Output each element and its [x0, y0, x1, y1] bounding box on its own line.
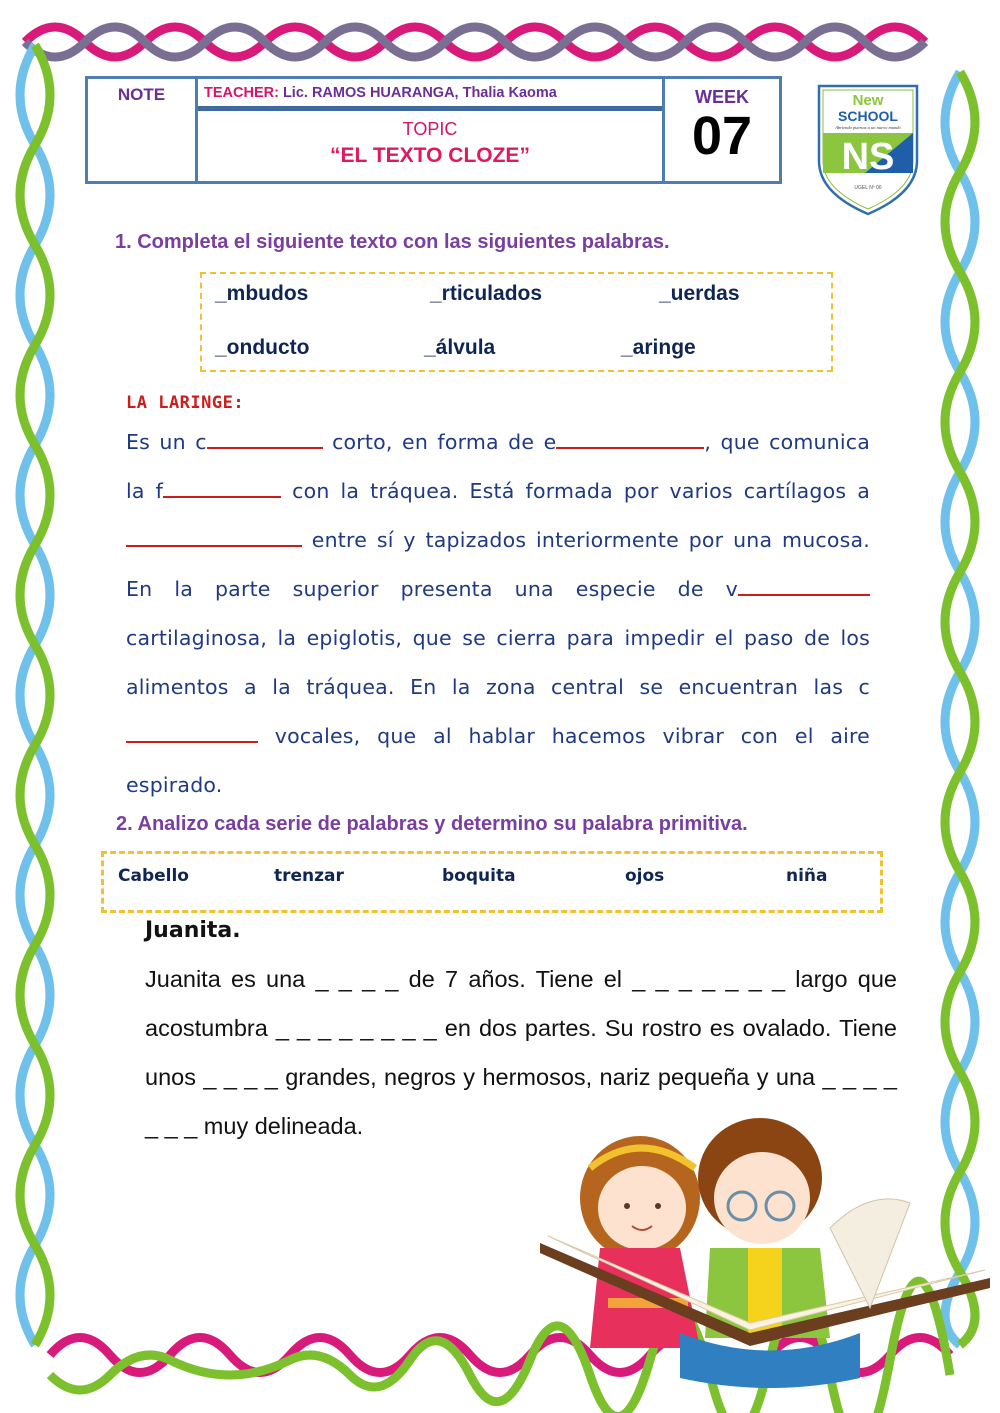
- teacher-name: Lic. RAMOS HUARANGA, Thalia Kaoma: [278, 85, 557, 101]
- word-bank-item: boquita: [442, 866, 516, 886]
- blank-embudo[interactable]: [556, 431, 704, 449]
- passage-text: Es un c: [126, 430, 207, 454]
- question-2-title: 2. Analizo cada serie de palabras y determino su palabra primitiva.: [116, 813, 748, 835]
- word-bank-item: _uerdas: [659, 282, 740, 305]
- note-label: NOTE: [117, 85, 166, 104]
- children-reading-illustration: [530, 1108, 1000, 1408]
- teacher-label: TEACHER:: [204, 85, 279, 101]
- word-bank-item: _aringe: [621, 336, 696, 359]
- passage-text: , que comunica la f: [126, 430, 871, 503]
- passage-text: cartilaginosa, la epiglotis, que se cierra para impedir el paso de los alimentos a la tráquea. En la zona central se encuentran las c: [126, 626, 870, 699]
- word-bank-item: ojos: [625, 866, 665, 886]
- worksheet-header: [85, 76, 782, 184]
- cloze-passage-juanita: Juanita es una _ _ _ _ de 7 años. Tiene el _ _ _ _ _ _ _ largo que acostumbra _ _ _ _ _ _ _ _ en dos partes. Su rostro es ovalado. Tiene unos _ _ _ _ grandes, negros y hermosos, nariz pequeña y una _ _ _ _ _ _ _ muy delineada.: [145, 966, 897, 1139]
- blank-valvula[interactable]: [738, 578, 870, 596]
- passage-text: con la tráquea. Está formada por varios cartílagos a: [281, 479, 870, 503]
- teacher-topic-cell: [198, 79, 665, 181]
- blank-articulados[interactable]: [126, 529, 302, 547]
- story-title: Juanita.: [145, 918, 241, 943]
- week-cell: [665, 79, 779, 181]
- word-bank-item: trenzar: [274, 866, 344, 886]
- word-bank-item: Cabello: [118, 866, 189, 886]
- cloze-passage-laringe: [126, 418, 870, 810]
- week-number: 07: [691, 106, 753, 166]
- topic-title: “EL TEXTO CLOZE”: [330, 144, 530, 167]
- svg-text:New: New: [852, 92, 884, 109]
- word-bank-1: [200, 272, 833, 372]
- topic-label: TOPIC: [402, 119, 458, 139]
- school-logo: [815, 83, 921, 216]
- question-1-title: 1. Completa el siguiente texto con las siguientes palabras.: [115, 231, 670, 253]
- blank-faringe[interactable]: [163, 480, 281, 498]
- passage-text: vocales, que al hablar hacemos vibrar con el aire espirado.: [126, 724, 870, 797]
- word-bank-item: _mbudos: [215, 282, 309, 305]
- word-bank-item: _rticulados: [430, 282, 543, 305]
- word-bank-item: niña: [786, 866, 828, 886]
- blank-cuerdas[interactable]: [126, 725, 258, 743]
- word-bank-2: [101, 851, 883, 913]
- svg-text:UGEL Nº 06: UGEL Nº 06: [854, 185, 882, 191]
- svg-text:SCHOOL: SCHOOL: [838, 108, 898, 124]
- svg-text:Abriendo puertas a un nuevo mu: Abriendo puertas a un nuevo mundo: [835, 125, 901, 130]
- note-cell: [88, 79, 198, 181]
- passage-text: entre sí y tapizados interiormente por una mucosa. En la parte superior presenta una especie de v: [126, 528, 870, 601]
- week-label: WEEK: [695, 87, 749, 107]
- passage-text: corto, en forma de e: [322, 430, 557, 454]
- svg-text:NS: NS: [841, 136, 895, 178]
- teacher-row: [198, 79, 662, 111]
- passage-subtitle: LA LARINGE:: [126, 393, 245, 413]
- word-bank-item: _onducto: [215, 336, 310, 359]
- word-bank-item: _álvula: [424, 336, 496, 359]
- blank-conducto[interactable]: [207, 431, 323, 449]
